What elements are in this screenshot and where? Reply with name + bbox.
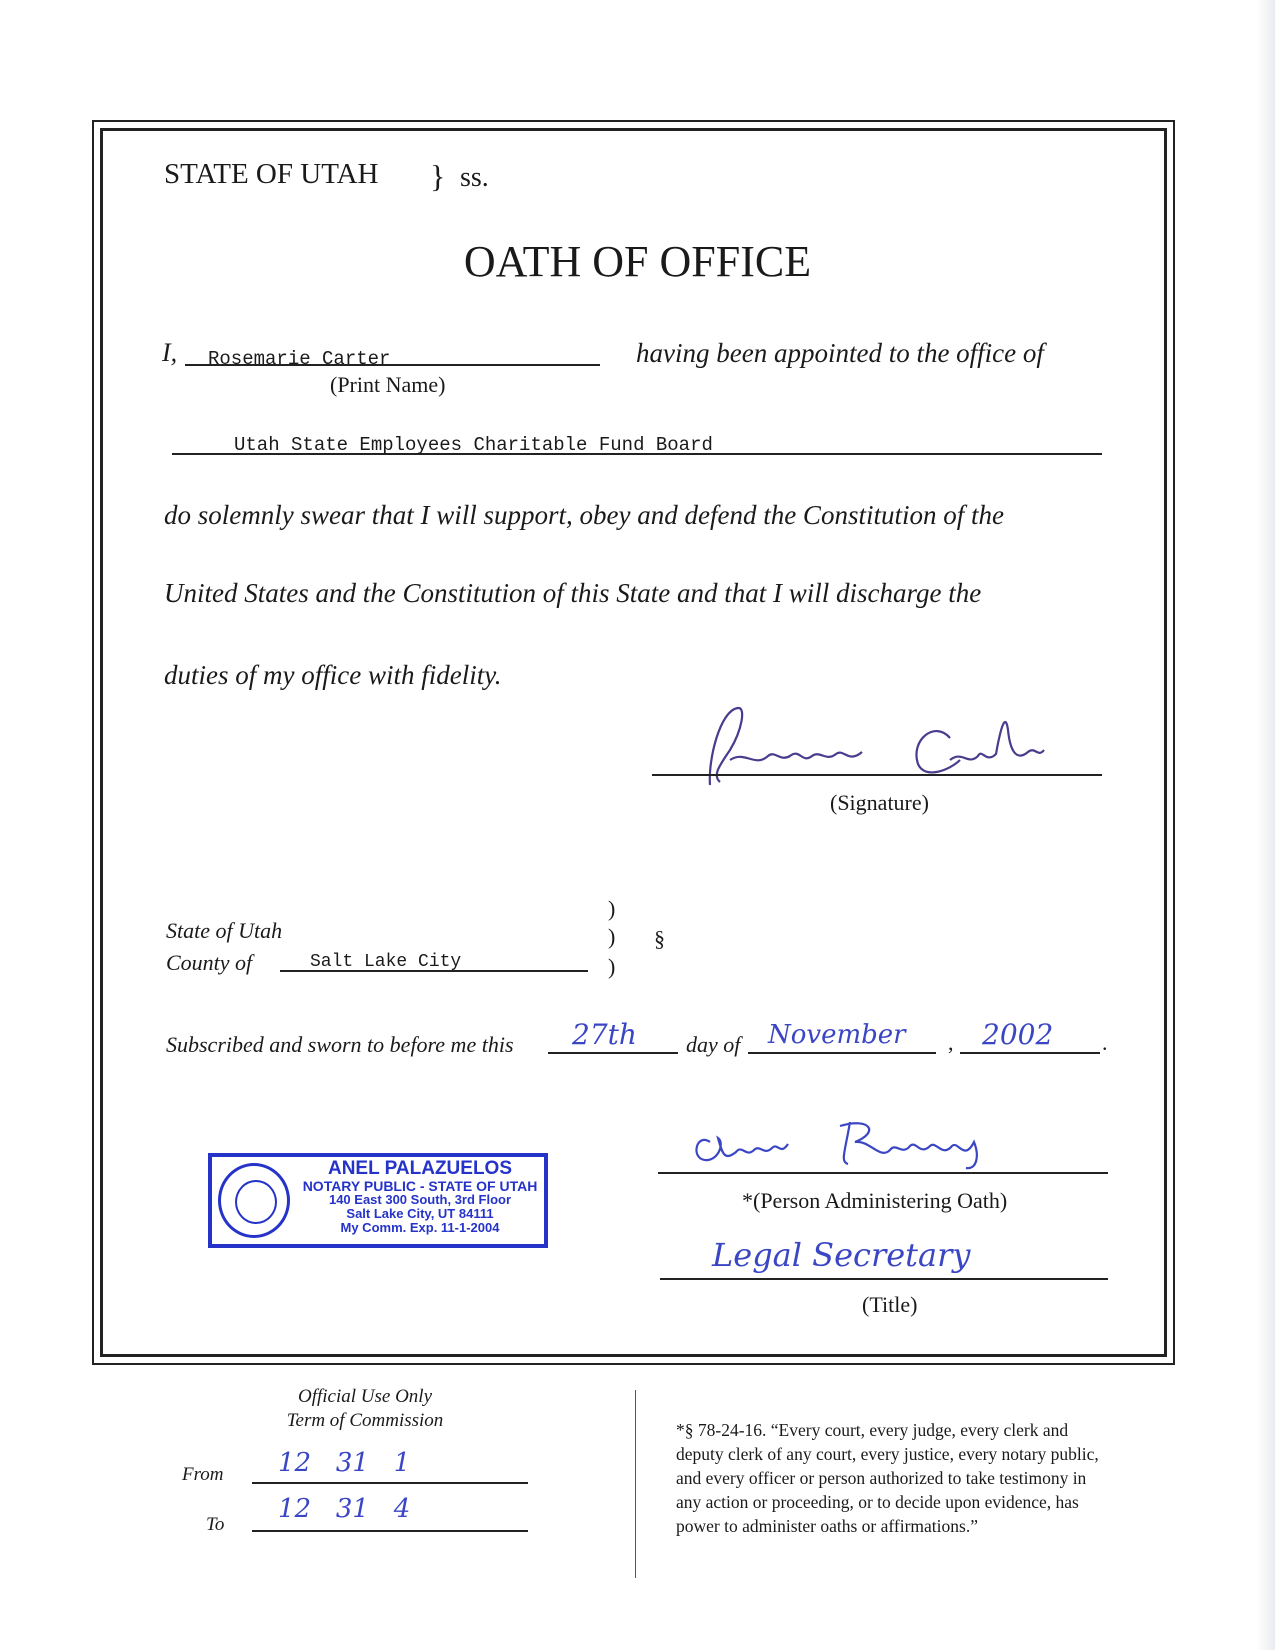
official-heading-2: Term of Commission xyxy=(286,1410,444,1431)
day-of-label: day of xyxy=(686,1032,741,1057)
notary-seal-icon xyxy=(218,1163,290,1238)
footnote-line-5: power to administer oaths or affirmations.” xyxy=(676,1516,978,1536)
ss-label: ss. xyxy=(460,162,489,193)
page-title: OATH OF OFFICE xyxy=(463,237,812,286)
footnote-line-3: and every officer or person authorized to take testimony in xyxy=(676,1468,1087,1488)
stamp-text xyxy=(296,1159,544,1235)
venue-state-label: State of Utah xyxy=(166,918,283,943)
state-brace: } xyxy=(430,158,446,194)
official-heading-1: Official Use Only xyxy=(297,1386,433,1407)
year-value: 2002 xyxy=(982,1018,1054,1051)
footnote xyxy=(676,1418,1099,1538)
month-value: November xyxy=(768,1020,906,1050)
footer-divider xyxy=(635,1390,636,1578)
appointed-text: having been appointed to the office of xyxy=(636,338,1044,368)
oath-line-1: do solemnly swear that I will support, obey and defend the Constitution of the xyxy=(164,500,1004,530)
footnote-line-4: any action or proceeding, or to decide upon evidence, has xyxy=(676,1492,1079,1512)
subscribed-prefix: Subscribed and sworn to before me this xyxy=(166,1032,514,1057)
from-label: From xyxy=(182,1464,224,1485)
paren-3: ) xyxy=(608,954,616,979)
stamp-name: ANEL PALAZUELOS xyxy=(327,1158,513,1179)
paren-1: ) xyxy=(608,896,616,921)
signature-caption: (Signature) xyxy=(830,790,929,815)
month-line xyxy=(748,1052,936,1054)
footnote-line-1: *§ 78-24-16. “Every court, every judge, every clerk and xyxy=(676,1420,1069,1440)
administrator-title-value: Legal Secretary xyxy=(712,1236,971,1274)
title-caption: (Title) xyxy=(862,1292,918,1317)
stamp-line-3: Salt Lake City, UT 84111 xyxy=(346,1206,494,1221)
stamp-line-1: NOTARY PUBLIC - STATE OF UTAH xyxy=(302,1178,538,1194)
oath-signature xyxy=(650,690,1110,795)
title-line xyxy=(660,1278,1108,1280)
day-value: 27th xyxy=(572,1018,637,1051)
to-label: To xyxy=(206,1514,225,1535)
stamp-line-4: My Comm. Exp. 11-1-2004 xyxy=(340,1220,500,1235)
paren-2: ) xyxy=(608,924,616,949)
administrator-line xyxy=(658,1172,1108,1174)
office-value: Utah State Employees Charitable Fund Board xyxy=(234,434,713,456)
i-label: I, xyxy=(162,338,178,367)
notary-stamp xyxy=(208,1153,548,1248)
section-sign: § xyxy=(654,926,665,951)
signature-line xyxy=(652,774,1102,776)
from-value: 12 31 1 xyxy=(278,1448,411,1478)
print-name-value: Rosemarie Carter xyxy=(208,348,391,370)
administrator-signature xyxy=(680,1112,1080,1172)
from-line xyxy=(252,1482,528,1484)
state-heading: STATE OF UTAH xyxy=(164,158,379,190)
county-value: Salt Lake City xyxy=(310,952,462,972)
day-line xyxy=(548,1052,678,1054)
comma: , xyxy=(948,1030,954,1055)
footnote-line-2: deputy clerk of any court, every justice, every notary public, xyxy=(676,1444,1099,1464)
print-name-caption: (Print Name) xyxy=(330,372,446,397)
administrator-caption: *(Person Administering Oath) xyxy=(742,1188,1008,1213)
to-value: 12 31 4 xyxy=(278,1494,411,1524)
oath-line-3: duties of my office with fidelity. xyxy=(164,660,502,690)
venue-county-label: County of xyxy=(166,950,253,975)
to-line xyxy=(252,1530,528,1532)
oath-line-2: United States and the Constitution of this State and that I will discharge the xyxy=(164,578,982,608)
period: . xyxy=(1102,1030,1108,1055)
stamp-line-2: 140 East 300 South, 3rd Floor xyxy=(328,1192,512,1207)
year-line xyxy=(960,1052,1100,1054)
